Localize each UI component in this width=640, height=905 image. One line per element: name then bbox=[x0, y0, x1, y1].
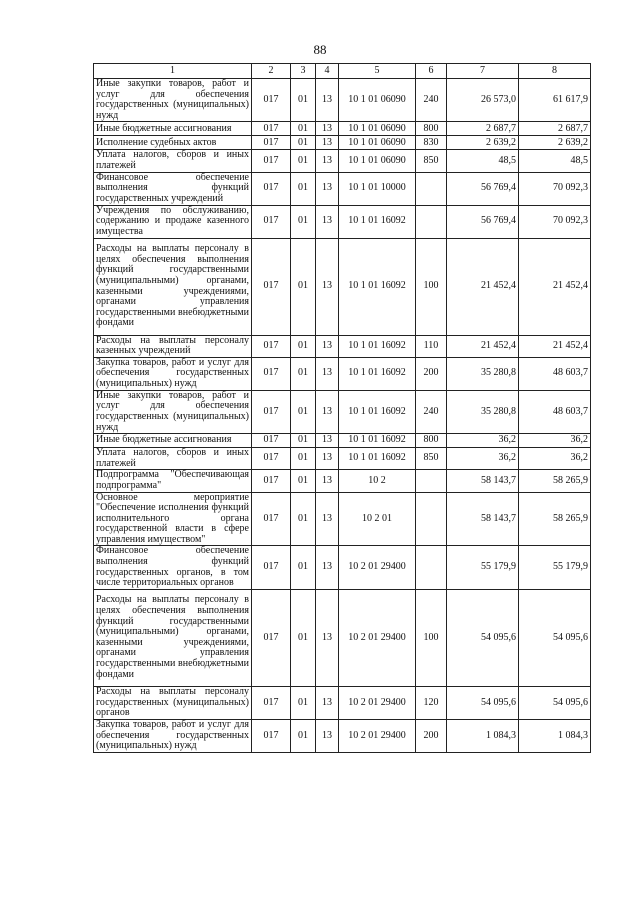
table-cell-c5: 10 1 01 16092 bbox=[339, 335, 416, 357]
table-cell-c6: 800 bbox=[416, 434, 447, 448]
table-row bbox=[94, 357, 591, 390]
column-header: 8 bbox=[519, 64, 591, 79]
table-cell-c7: 56 769,4 bbox=[447, 172, 519, 205]
table-row bbox=[94, 335, 591, 357]
row-name-cell: Иные закупки товаров, работ и услуг для обеспечения государственных (муниципальных) нужд bbox=[94, 390, 252, 433]
table-cell-c2: 017 bbox=[252, 390, 291, 433]
table-cell-c4: 13 bbox=[316, 719, 339, 752]
table-row bbox=[94, 492, 591, 546]
table-cell-c8: 2 639,2 bbox=[519, 136, 591, 150]
table-cell-c2: 017 bbox=[252, 136, 291, 150]
table-cell-c3: 01 bbox=[291, 448, 316, 470]
table-cell-c7: 21 452,4 bbox=[447, 335, 519, 357]
table-row bbox=[94, 686, 591, 719]
table-row bbox=[94, 172, 591, 205]
row-name-cell: Уплата налогов, сборов и иных платежей bbox=[94, 150, 252, 172]
table-cell-c6: 240 bbox=[416, 390, 447, 433]
table-cell-c4: 13 bbox=[316, 136, 339, 150]
table-cell-c7: 26 573,0 bbox=[447, 79, 519, 122]
table-cell-c3: 01 bbox=[291, 470, 316, 492]
table-cell-c3: 01 bbox=[291, 589, 316, 686]
table-cell-c7: 35 280,8 bbox=[447, 357, 519, 390]
table-cell-c8: 61 617,9 bbox=[519, 79, 591, 122]
table-cell-c6: 800 bbox=[416, 122, 447, 136]
row-name-cell: Расходы на выплаты персоналу в целях обеспечения выполнения функций государственными (муниципальными) органами, казенными учреждениями, органами управления государственными внебюджетными фондами bbox=[94, 589, 252, 686]
table-cell-c7: 54 095,6 bbox=[447, 589, 519, 686]
table-cell-c2: 017 bbox=[252, 150, 291, 172]
table-cell-c4: 13 bbox=[316, 470, 339, 492]
table-cell-c5: 10 1 01 06090 bbox=[339, 79, 416, 122]
table-cell-c5: 10 1 01 16092 bbox=[339, 390, 416, 433]
table-cell-c3: 01 bbox=[291, 238, 316, 335]
table-cell-c4: 13 bbox=[316, 492, 339, 546]
table-cell-c3: 01 bbox=[291, 172, 316, 205]
table-cell-c7: 58 143,7 bbox=[447, 492, 519, 546]
table-cell-c2: 017 bbox=[252, 79, 291, 122]
table-cell-c3: 01 bbox=[291, 122, 316, 136]
row-name-cell: Расходы на выплаты персоналу в целях обеспечения выполнения функций государственными (муниципальными) органами, казенными учреждениями, органами управления государственными внебюджетными фондами bbox=[94, 238, 252, 335]
table-cell-c3: 01 bbox=[291, 150, 316, 172]
table-cell-c8: 55 179,9 bbox=[519, 546, 591, 589]
table-cell-c8: 36,2 bbox=[519, 434, 591, 448]
table-cell-c2: 017 bbox=[252, 686, 291, 719]
table-row bbox=[94, 546, 591, 589]
table-cell-c2: 017 bbox=[252, 589, 291, 686]
table-cell-c5: 10 1 01 16092 bbox=[339, 448, 416, 470]
table-cell-c8: 70 092,3 bbox=[519, 205, 591, 238]
table-cell-c8: 36,2 bbox=[519, 448, 591, 470]
row-name-cell: Учреждения по обслуживанию, содержанию и продаже казенного имущества bbox=[94, 205, 252, 238]
column-header: 4 bbox=[316, 64, 339, 79]
table-cell-c6 bbox=[416, 492, 447, 546]
row-name-cell: Закупка товаров, работ и услуг для обеспечения государственных (муниципальных) нужд bbox=[94, 357, 252, 390]
table-cell-c2: 017 bbox=[252, 470, 291, 492]
column-header: 6 bbox=[416, 64, 447, 79]
table-cell-c6: 850 bbox=[416, 150, 447, 172]
table-body bbox=[94, 79, 591, 753]
table-cell-c8: 21 452,4 bbox=[519, 238, 591, 335]
table-cell-c6: 110 bbox=[416, 335, 447, 357]
table-cell-c6 bbox=[416, 172, 447, 205]
row-name-cell: Расходы на выплаты персоналу государственных (муниципальных) органов bbox=[94, 686, 252, 719]
table-cell-c4: 13 bbox=[316, 686, 339, 719]
table-cell-c2: 017 bbox=[252, 492, 291, 546]
table-cell-c7: 36,2 bbox=[447, 434, 519, 448]
table-cell-c6 bbox=[416, 470, 447, 492]
table-row bbox=[94, 470, 591, 492]
column-header: 3 bbox=[291, 64, 316, 79]
table-cell-c7: 21 452,4 bbox=[447, 238, 519, 335]
table-cell-c2: 017 bbox=[252, 205, 291, 238]
table-cell-c2: 017 bbox=[252, 719, 291, 752]
table-cell-c6 bbox=[416, 546, 447, 589]
table-row bbox=[94, 205, 591, 238]
table-cell-c5: 10 1 01 06090 bbox=[339, 136, 416, 150]
row-name-cell: Финансовое обеспечение выполнения функций государственных органов, в том числе территориальных органов bbox=[94, 546, 252, 589]
row-name-cell: Исполнение судебных актов bbox=[94, 136, 252, 150]
table-cell-c7: 1 084,3 bbox=[447, 719, 519, 752]
row-name-cell: Подпрограмма "Обеспечивающая подпрограмма" bbox=[94, 470, 252, 492]
table-cell-c3: 01 bbox=[291, 434, 316, 448]
row-name-cell: Иные бюджетные ассигнования bbox=[94, 122, 252, 136]
table-cell-c8: 70 092,3 bbox=[519, 172, 591, 205]
table-row bbox=[94, 434, 591, 448]
table-cell-c7: 56 769,4 bbox=[447, 205, 519, 238]
row-name-cell: Иные закупки товаров, работ и услуг для обеспечения государственных (муниципальных) нужд bbox=[94, 79, 252, 122]
table-cell-c5: 10 2 bbox=[339, 470, 416, 492]
table-cell-c5: 10 1 01 16092 bbox=[339, 238, 416, 335]
column-header: 2 bbox=[252, 64, 291, 79]
table-row bbox=[94, 238, 591, 335]
table-cell-c4: 13 bbox=[316, 357, 339, 390]
table-cell-c3: 01 bbox=[291, 79, 316, 122]
row-name-cell: Иные бюджетные ассигнования bbox=[94, 434, 252, 448]
table-cell-c7: 48,5 bbox=[447, 150, 519, 172]
table-cell-c6: 240 bbox=[416, 79, 447, 122]
table-row bbox=[94, 589, 591, 686]
row-name-cell: Закупка товаров, работ и услуг для обеспечения государственных (муниципальных) нужд bbox=[94, 719, 252, 752]
table-row bbox=[94, 79, 591, 122]
table-cell-c2: 017 bbox=[252, 335, 291, 357]
table-cell-c5: 10 2 01 29400 bbox=[339, 686, 416, 719]
table-cell-c4: 13 bbox=[316, 546, 339, 589]
table-cell-c5: 10 2 01 bbox=[339, 492, 416, 546]
table-cell-c4: 13 bbox=[316, 238, 339, 335]
table-cell-c7: 36,2 bbox=[447, 448, 519, 470]
table-row bbox=[94, 136, 591, 150]
table-cell-c3: 01 bbox=[291, 390, 316, 433]
table-cell-c5: 10 2 01 29400 bbox=[339, 546, 416, 589]
row-name-cell: Расходы на выплаты персоналу казенных учреждений bbox=[94, 335, 252, 357]
table-cell-c7: 58 143,7 bbox=[447, 470, 519, 492]
table-cell-c4: 13 bbox=[316, 335, 339, 357]
column-header: 5 bbox=[339, 64, 416, 79]
page-number: 88 bbox=[313, 42, 327, 57]
table-cell-c4: 13 bbox=[316, 150, 339, 172]
row-name-cell: Уплата налогов, сборов и иных платежей bbox=[94, 448, 252, 470]
table-cell-c3: 01 bbox=[291, 686, 316, 719]
table-row bbox=[94, 122, 591, 136]
table-cell-c6: 120 bbox=[416, 686, 447, 719]
budget-table bbox=[93, 63, 591, 753]
table-cell-c4: 13 bbox=[316, 589, 339, 686]
table-cell-c4: 13 bbox=[316, 172, 339, 205]
table-cell-c2: 017 bbox=[252, 172, 291, 205]
table-cell-c5: 10 1 01 16092 bbox=[339, 434, 416, 448]
table-cell-c2: 017 bbox=[252, 434, 291, 448]
table-cell-c4: 13 bbox=[316, 390, 339, 433]
table-cell-c5: 10 1 01 16092 bbox=[339, 205, 416, 238]
column-header: 7 bbox=[447, 64, 519, 79]
table-cell-c2: 017 bbox=[252, 448, 291, 470]
column-header: 1 bbox=[94, 64, 252, 79]
table-cell-c7: 2 639,2 bbox=[447, 136, 519, 150]
table-cell-c4: 13 bbox=[316, 79, 339, 122]
table-cell-c7: 54 095,6 bbox=[447, 686, 519, 719]
table-cell-c8: 2 687,7 bbox=[519, 122, 591, 136]
table-cell-c5: 10 1 01 06090 bbox=[339, 122, 416, 136]
table-cell-c3: 01 bbox=[291, 492, 316, 546]
table-cell-c3: 01 bbox=[291, 335, 316, 357]
table-cell-c5: 10 1 01 10000 bbox=[339, 172, 416, 205]
table-cell-c6 bbox=[416, 205, 447, 238]
table-cell-c5: 10 2 01 29400 bbox=[339, 589, 416, 686]
table-cell-c8: 21 452,4 bbox=[519, 335, 591, 357]
table-cell-c3: 01 bbox=[291, 357, 316, 390]
table-row bbox=[94, 448, 591, 470]
table-row bbox=[94, 719, 591, 752]
table-cell-c4: 13 bbox=[316, 448, 339, 470]
table-cell-c4: 13 bbox=[316, 434, 339, 448]
table-cell-c4: 13 bbox=[316, 122, 339, 136]
table-cell-c6: 100 bbox=[416, 589, 447, 686]
table-cell-c7: 35 280,8 bbox=[447, 390, 519, 433]
table-header-row bbox=[94, 64, 591, 79]
table-cell-c8: 58 265,9 bbox=[519, 470, 591, 492]
table-cell-c6: 200 bbox=[416, 719, 447, 752]
table-cell-c8: 48 603,7 bbox=[519, 390, 591, 433]
table-cell-c2: 017 bbox=[252, 122, 291, 136]
table-cell-c6: 100 bbox=[416, 238, 447, 335]
table-cell-c5: 10 1 01 06090 bbox=[339, 150, 416, 172]
table-cell-c6: 200 bbox=[416, 357, 447, 390]
table-cell-c5: 10 1 01 16092 bbox=[339, 357, 416, 390]
table-cell-c3: 01 bbox=[291, 205, 316, 238]
table-cell-c7: 2 687,7 bbox=[447, 122, 519, 136]
table-cell-c8: 1 084,3 bbox=[519, 719, 591, 752]
row-name-cell: Финансовое обеспечение выполнения функций государственных учреждений bbox=[94, 172, 252, 205]
table-cell-c2: 017 bbox=[252, 238, 291, 335]
table-cell-c8: 48 603,7 bbox=[519, 357, 591, 390]
table-cell-c6: 850 bbox=[416, 448, 447, 470]
table-cell-c7: 55 179,9 bbox=[447, 546, 519, 589]
table-cell-c8: 54 095,6 bbox=[519, 589, 591, 686]
row-name-cell: Основное мероприятие "Обеспечение исполнения функций исполнительного органа государственной власти в сфере управления имуществом" bbox=[94, 492, 252, 546]
table-cell-c6: 830 bbox=[416, 136, 447, 150]
table-cell-c3: 01 bbox=[291, 719, 316, 752]
table-cell-c2: 017 bbox=[252, 357, 291, 390]
table-cell-c8: 54 095,6 bbox=[519, 686, 591, 719]
table-cell-c3: 01 bbox=[291, 546, 316, 589]
table-row bbox=[94, 390, 591, 433]
table-cell-c2: 017 bbox=[252, 546, 291, 589]
table-cell-c4: 13 bbox=[316, 205, 339, 238]
table-cell-c8: 48,5 bbox=[519, 150, 591, 172]
table-row bbox=[94, 150, 591, 172]
table-cell-c8: 58 265,9 bbox=[519, 492, 591, 546]
table-cell-c3: 01 bbox=[291, 136, 316, 150]
table-cell-c5: 10 2 01 29400 bbox=[339, 719, 416, 752]
